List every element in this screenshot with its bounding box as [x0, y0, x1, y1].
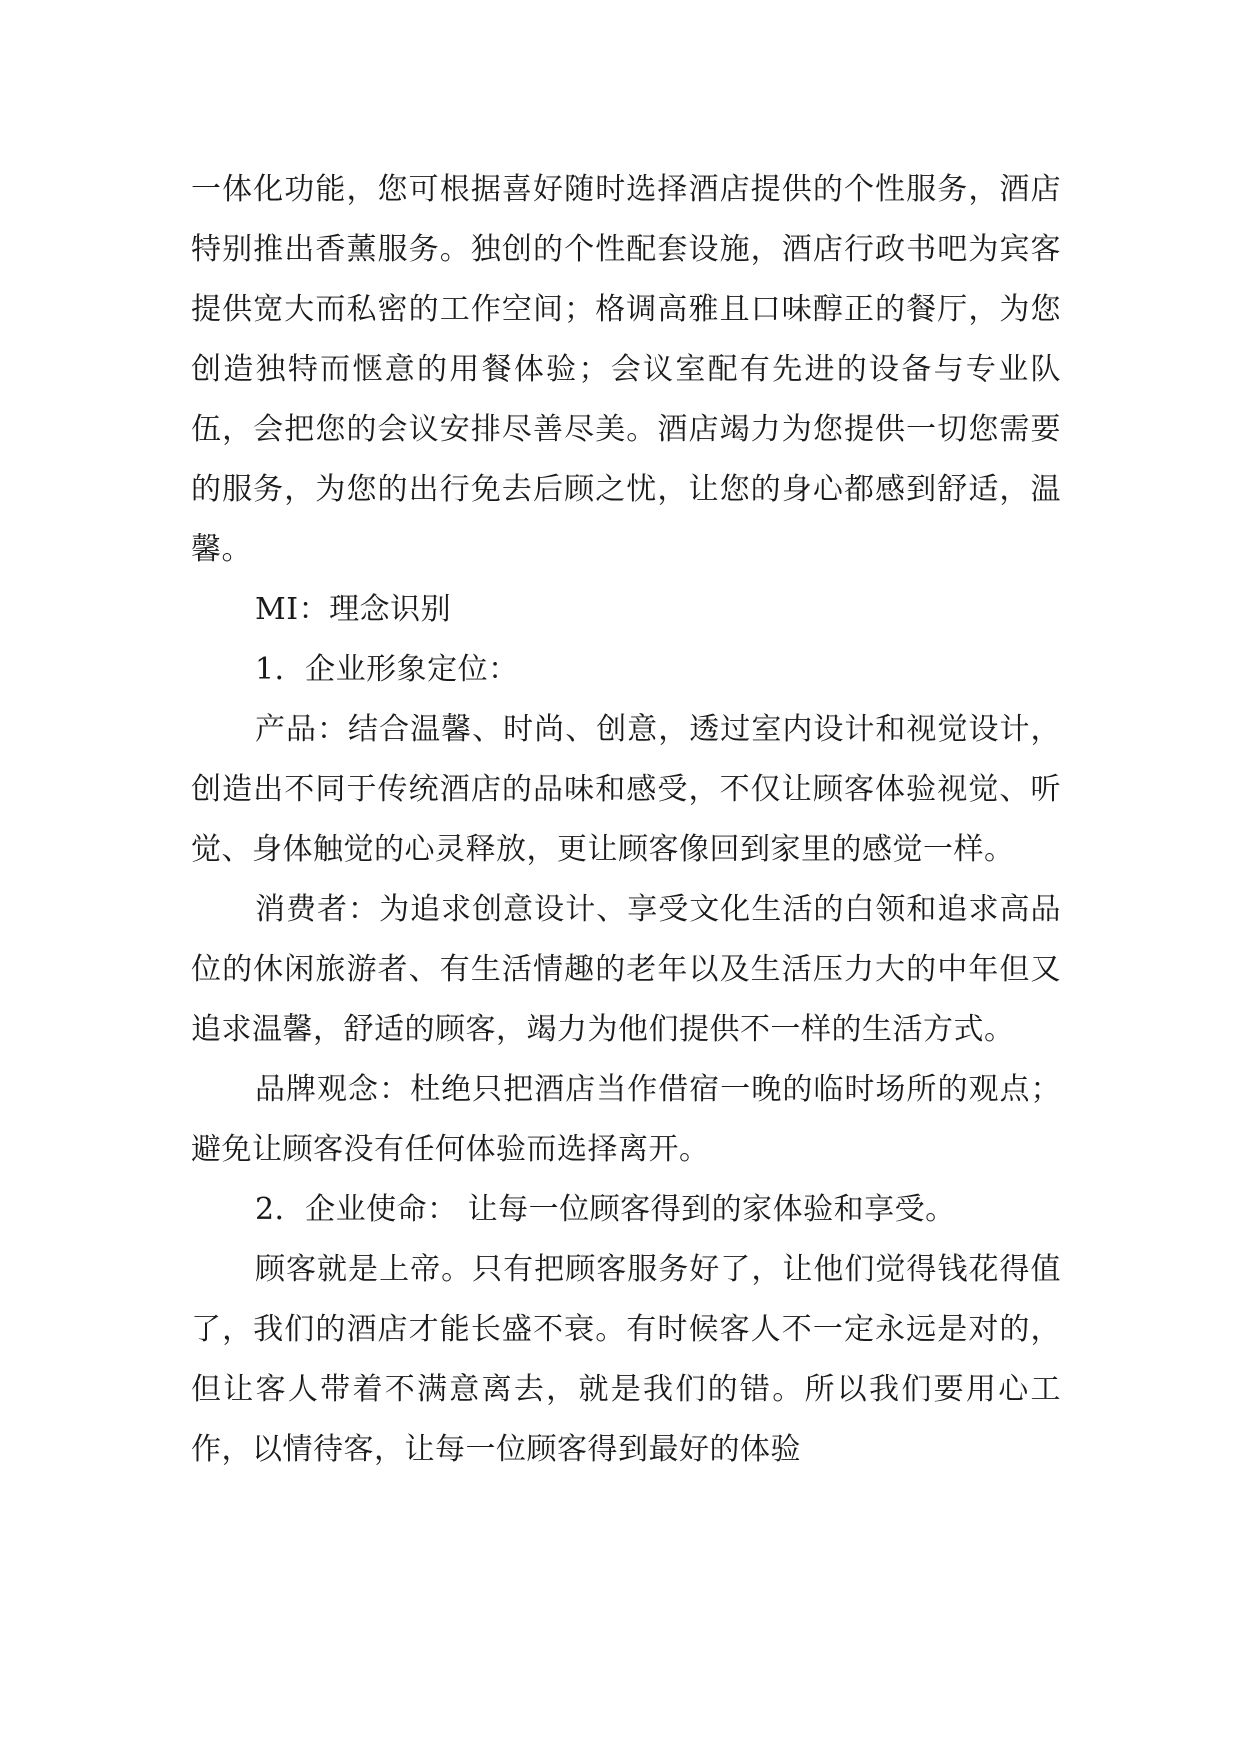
paragraph-customer-first: 顾客就是上帝。只有把顾客服务好了，让他们觉得钱花得值了，我们的酒店才能长盛不衰。有时候客人不一定永远是对的，但让客人带着不满意离去，就是我们的错。所以我们要用心工作，以情待客，让每一位顾客得到最好的体验 — [191, 1252, 1061, 1467]
subheading-corporate-image: 1．企业形象定位： — [255, 652, 519, 687]
paragraph-product: 产品：结合温馨、时尚、创意，透过室内设计和视觉设计，创造出不同于传统酒店的品味和感受，不仅让顾客体验视觉、听觉、身体触觉的心灵释放，更让顾客像回到家里的感觉一样。 — [191, 712, 1061, 867]
paragraph-hotel-services: 一体化功能，您可根据喜好随时选择酒店提供的个性服务，酒店特别推出香薰服务。独创的个性配套设施，酒店行政书吧为宾客提供宽大而私密的工作空间；格调高雅且口味醇正的餐厅，为您创造独特而惬意的用餐体验；会议室配有先进的设备与专业队伍，会把您的会议安排尽善尽美。酒店竭力为您提供一切您需要的服务，为您的出行免去后顾之忧，让您的身心都感到舒适，温馨。 — [191, 172, 1061, 567]
paragraph-mission: 2．企业使命： 让每一位顾客得到的家体验和享受。 — [255, 1192, 956, 1227]
paragraph-consumer: 消费者：为追求创意设计、享受文化生活的白领和追求高品位的休闲旅游者、有生活情趣的老年以及生活压力大的中年但又追求温馨，舒适的顾客，竭力为他们提供不一样的生活方式。 — [191, 892, 1061, 1047]
document-body — [191, 160, 1061, 1480]
paragraph-brand-concept: 品牌观念：杜绝只把酒店当作借宿一晚的临时场所的观点；避免让顾客没有任何体验而选择离开。 — [191, 1072, 1061, 1167]
section-heading-mi: MI：理念识别 — [255, 592, 452, 627]
